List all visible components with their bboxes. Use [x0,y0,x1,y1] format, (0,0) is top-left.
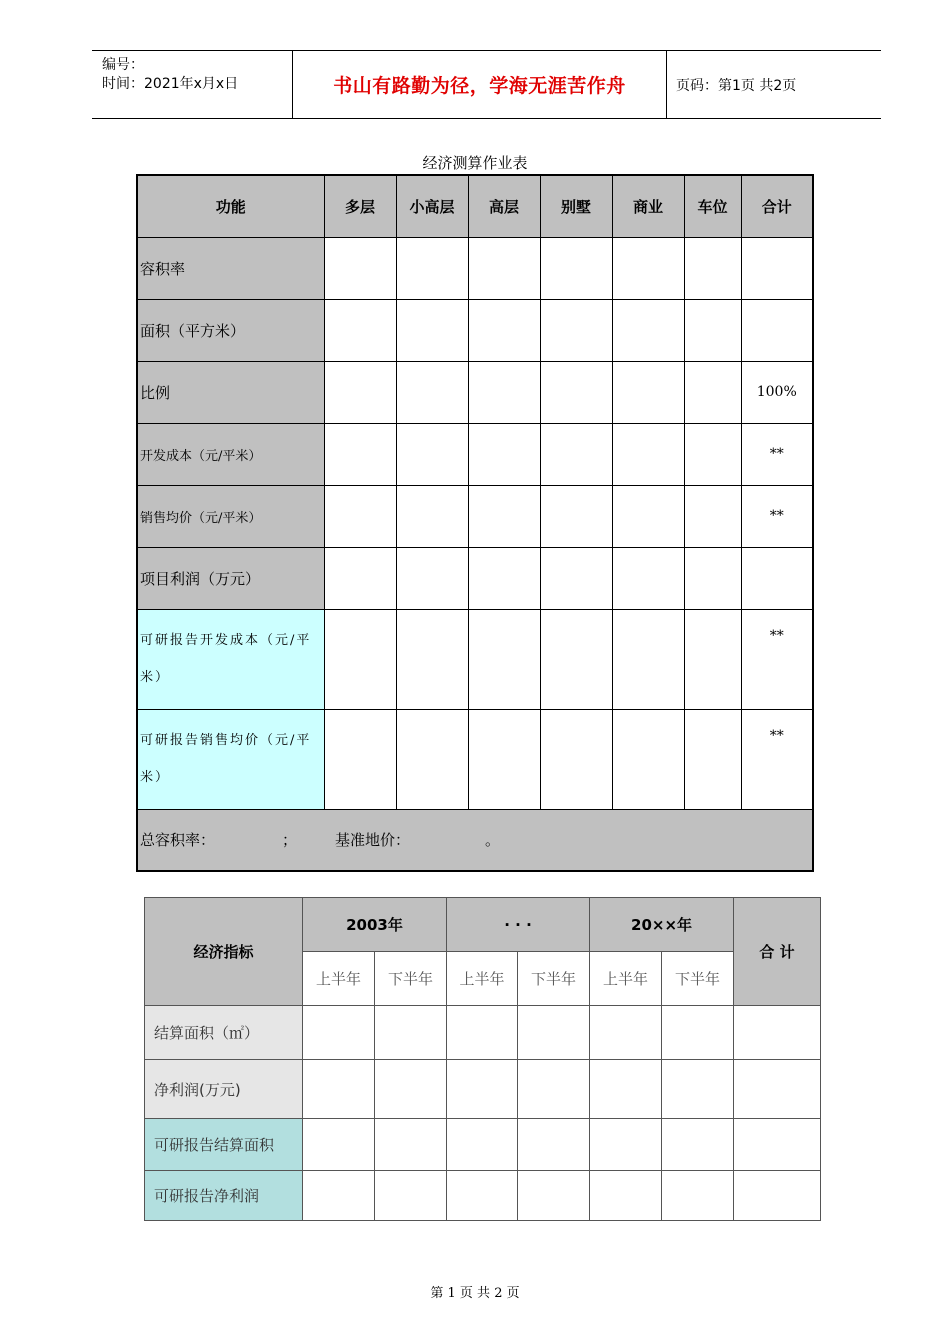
input-cell[interactable] [518,1060,590,1119]
half-year-header: 上半年 [590,952,662,1006]
input-cell[interactable] [468,361,540,423]
input-cell[interactable] [324,423,396,485]
input-cell[interactable] [662,1119,734,1171]
input-cell[interactable] [447,1006,518,1060]
period-header: 2003年 [303,898,447,952]
header-slogan: 书山有路勤为径，学海无涯苦作舟 [292,51,667,118]
row-label: 可研报告结算面积 [145,1119,303,1171]
input-cell[interactable] [540,547,612,609]
input-cell[interactable] [396,299,468,361]
total-cell[interactable]: 100% [741,361,813,423]
period-mark: 。 [485,831,501,850]
input-cell[interactable] [612,547,684,609]
input-cell[interactable] [734,1006,821,1060]
input-cell[interactable] [447,1171,518,1221]
semicolon: ； [282,831,298,850]
input-cell[interactable] [396,361,468,423]
table-row [137,361,813,423]
period-header: 20××年 [590,898,734,952]
economic-calculation-table [136,174,814,872]
input-cell[interactable] [590,1119,662,1171]
input-cell[interactable] [590,1060,662,1119]
input-cell[interactable] [303,1060,375,1119]
input-cell[interactable] [684,485,741,547]
row-label: 项目利润（万元） [137,547,324,609]
time-label: 时间：2021年x月x日 [102,76,239,92]
input-cell[interactable] [396,547,468,609]
input-cell[interactable] [684,361,741,423]
input-cell[interactable] [324,485,396,547]
header-cell: 多层 [324,175,396,237]
input-cell[interactable] [468,709,540,809]
row-label: 净利润(万元) [145,1060,303,1119]
header-cell: 小高层 [396,175,468,237]
input-cell[interactable] [447,1119,518,1171]
input-cell[interactable] [396,237,468,299]
row-label: 可研报告销售均价（元/平米） [137,709,324,809]
header-cell: 高层 [468,175,540,237]
total-cell[interactable] [741,547,813,609]
input-cell[interactable] [468,237,540,299]
input-cell[interactable] [396,423,468,485]
input-cell[interactable] [324,237,396,299]
total-cell[interactable]: ** [741,423,813,485]
input-cell[interactable] [396,485,468,547]
input-cell[interactable] [540,299,612,361]
row-label: 可研报告净利润 [145,1171,303,1221]
input-cell[interactable] [590,1006,662,1060]
economic-indicators-table [144,897,821,1221]
input-cell[interactable] [540,423,612,485]
input-cell[interactable] [375,1060,447,1119]
total-cell[interactable] [741,299,813,361]
page-header [92,50,881,119]
input-cell[interactable] [324,609,396,709]
input-cell[interactable] [612,237,684,299]
table-row [137,485,813,547]
input-cell[interactable] [468,299,540,361]
table1-header-row [137,175,813,237]
input-cell[interactable] [734,1171,821,1221]
input-cell[interactable] [540,361,612,423]
input-cell[interactable] [612,423,684,485]
table-row [137,609,813,709]
serial-label: 编号： [102,57,144,73]
row-label: 开发成本（元/平米） [137,423,324,485]
input-cell[interactable] [684,423,741,485]
table-row [137,237,813,299]
table-row [137,299,813,361]
land-price-label: 基准地价： [335,831,411,850]
document-title: 经济测算作业表 [422,154,528,172]
header-page-label: 页码：第1页 共2页 [676,77,797,94]
half-year-header: 上半年 [447,952,518,1006]
input-cell[interactable] [468,609,540,709]
input-cell[interactable] [303,1171,375,1221]
input-cell[interactable] [612,299,684,361]
input-cell[interactable] [612,485,684,547]
table-row [145,1006,821,1060]
input-cell[interactable] [518,1171,590,1221]
half-year-header: 下半年 [375,952,447,1006]
row-label: 结算面积（㎡） [145,1006,303,1060]
input-cell[interactable] [662,1171,734,1221]
half-year-header: 下半年 [662,952,734,1006]
input-cell[interactable] [662,1006,734,1060]
row-label: 面积（平方米） [137,299,324,361]
indicator-header: 经济指标 [145,898,303,1006]
input-cell[interactable] [396,609,468,709]
input-cell[interactable] [518,1006,590,1060]
input-cell[interactable] [324,361,396,423]
header-cell: 车位 [684,175,741,237]
row-label: 比例 [137,361,324,423]
input-cell[interactable] [303,1119,375,1171]
total-cell[interactable]: ** [741,709,813,809]
input-cell[interactable] [540,237,612,299]
total-header: 合 计 [734,898,821,1006]
input-cell[interactable] [612,361,684,423]
input-cell[interactable] [540,609,612,709]
input-cell[interactable] [468,423,540,485]
input-cell[interactable] [590,1171,662,1221]
input-cell[interactable] [612,609,684,709]
input-cell[interactable] [303,1006,375,1060]
header-cell: 合计 [741,175,813,237]
input-cell[interactable] [684,299,741,361]
half-year-header: 下半年 [518,952,590,1006]
row-label: 可研报告开发成本（元/平米） [137,609,324,709]
period-header: · · · [447,898,590,952]
input-cell[interactable] [468,547,540,609]
input-cell[interactable] [468,485,540,547]
page-footer: 第 1 页 共 2 页 [430,1286,520,1301]
input-cell[interactable] [324,709,396,809]
total-cell[interactable]: ** [741,609,813,709]
table-row [137,547,813,609]
summary-cell[interactable] [137,809,813,871]
header-cell: 功能 [137,175,324,237]
table2-header-row [145,898,821,952]
input-cell[interactable] [684,237,741,299]
header-cell: 商业 [612,175,684,237]
input-cell[interactable] [662,1060,734,1119]
header-meta [92,51,292,118]
input-cell[interactable] [375,1171,447,1221]
input-cell[interactable] [375,1006,447,1060]
input-cell[interactable] [324,299,396,361]
input-cell[interactable] [684,547,741,609]
table-row [145,1060,821,1119]
input-cell[interactable] [396,709,468,809]
table-row [137,709,813,809]
input-cell[interactable] [684,609,741,709]
row-label: 销售均价（元/平米） [137,485,324,547]
input-cell[interactable] [612,709,684,809]
input-cell[interactable] [734,1119,821,1171]
total-cell[interactable] [741,237,813,299]
input-cell[interactable] [684,709,741,809]
input-cell[interactable] [540,709,612,809]
input-cell[interactable] [447,1060,518,1119]
input-cell[interactable] [375,1119,447,1171]
input-cell[interactable] [518,1119,590,1171]
table-row [145,1171,821,1221]
header-cell: 别墅 [540,175,612,237]
row-label: 容积率 [137,237,324,299]
table1-footer-row [137,809,813,871]
input-cell[interactable] [540,485,612,547]
table-row [145,1119,821,1171]
half-year-header: 上半年 [303,952,375,1006]
total-cell[interactable]: ** [741,485,813,547]
table-row [137,423,813,485]
input-cell[interactable] [734,1060,821,1119]
input-cell[interactable] [324,547,396,609]
total-far-label: 总容积率： [140,831,216,850]
